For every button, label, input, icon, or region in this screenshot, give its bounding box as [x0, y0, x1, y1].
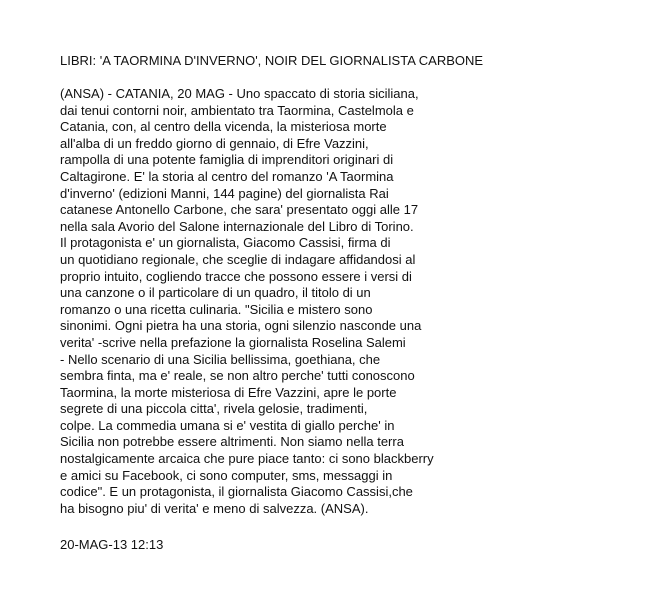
article-body-line: nostalgicamente arcaica che pure piace tanto: ci sono blackberry — [60, 451, 434, 467]
article-body-line: d'inverno' (edizioni Manni, 144 pagine) del giornalista Rai — [60, 185, 389, 201]
news-article — [60, 52, 530, 517]
article-body-line: all'alba di un freddo giorno di gennaio, di Efre Vazzini, — [60, 135, 369, 151]
article-dateline: 20-MAG-13 12:13 — [60, 537, 164, 552]
article-body-line: nella sala Avorio del Salone internazionale del Libro di Torino. — [60, 218, 414, 234]
article-body-line: proprio intuito, cogliendo tracce che possono essere i versi di — [60, 268, 412, 284]
article-body-line: una canzone o il particolare di un quadro, il titolo di un — [60, 285, 371, 301]
article-body-line: Il protagonista e' un giornalista, Giacomo Cassisi, firma di — [60, 235, 391, 251]
article-body-line: (ANSA) - CATANIA, 20 MAG - Uno spaccato di storia siciliana, — [60, 86, 419, 101]
article-body-line: catanese Antonello Carbone, che sara' presentato oggi alle 17 — [60, 202, 419, 218]
article-body-line: Taormina, la morte misteriosa di Efre Vazzini, apre le porte — [60, 384, 397, 400]
article-body-line: codice". E un protagonista, il giornalista Giacomo Cassisi,che — [60, 484, 413, 500]
article-body — [60, 86, 530, 517]
article-headline: LIBRI: 'A TAORMINA D'INVERNO', NOIR DEL GIORNALISTA CARBONE — [60, 53, 484, 68]
article-body-line: rampolla di una potente famiglia di imprenditori originari di — [60, 152, 394, 168]
article-body-line: e amici su Facebook, ci sono computer, sms, messaggi in — [60, 467, 393, 483]
article-body-line: - Nello scenario di una Sicilia bellissima, goethiana, che — [60, 351, 381, 367]
article-body-line: Sicilia non potrebbe essere altrimenti. Non siamo nella terra — [60, 434, 404, 450]
article-body-line: verita' -scrive nella prefazione la giornalista Roselina Salemi — [60, 334, 406, 350]
article-body-line: dai tenui contorni noir, ambientato tra Taormina, Castelmola e — [60, 102, 414, 118]
article-body-line: ha bisogno piu' di verita' e meno di salvezza. (ANSA). — [60, 500, 369, 516]
article-body-line: Caltagirone. E' la storia al centro del romanzo 'A Taormina — [60, 168, 394, 184]
article-body-line: segrete di una piccola citta', rivela gelosie, tradimenti, — [60, 401, 368, 417]
article-body-line: un quotidiano regionale, che sceglie di indagare affidandosi al — [60, 251, 416, 267]
article-body-line: romanzo o una ricetta culinaria. "Sicilia e mistero sono — [60, 301, 373, 317]
article-body-line: sembra finta, ma e' reale, se non altro perche' tutti conoscono — [60, 368, 415, 384]
article-body-line: sinonimi. Ogni pietra ha una storia, ogni silenzio nasconde una — [60, 318, 422, 334]
article-body-line: Catania, con, al centro della vicenda, la misteriosa morte — [60, 119, 387, 135]
article-body-line: colpe. La commedia umana si e' vestita di giallo perche' in — [60, 417, 395, 433]
